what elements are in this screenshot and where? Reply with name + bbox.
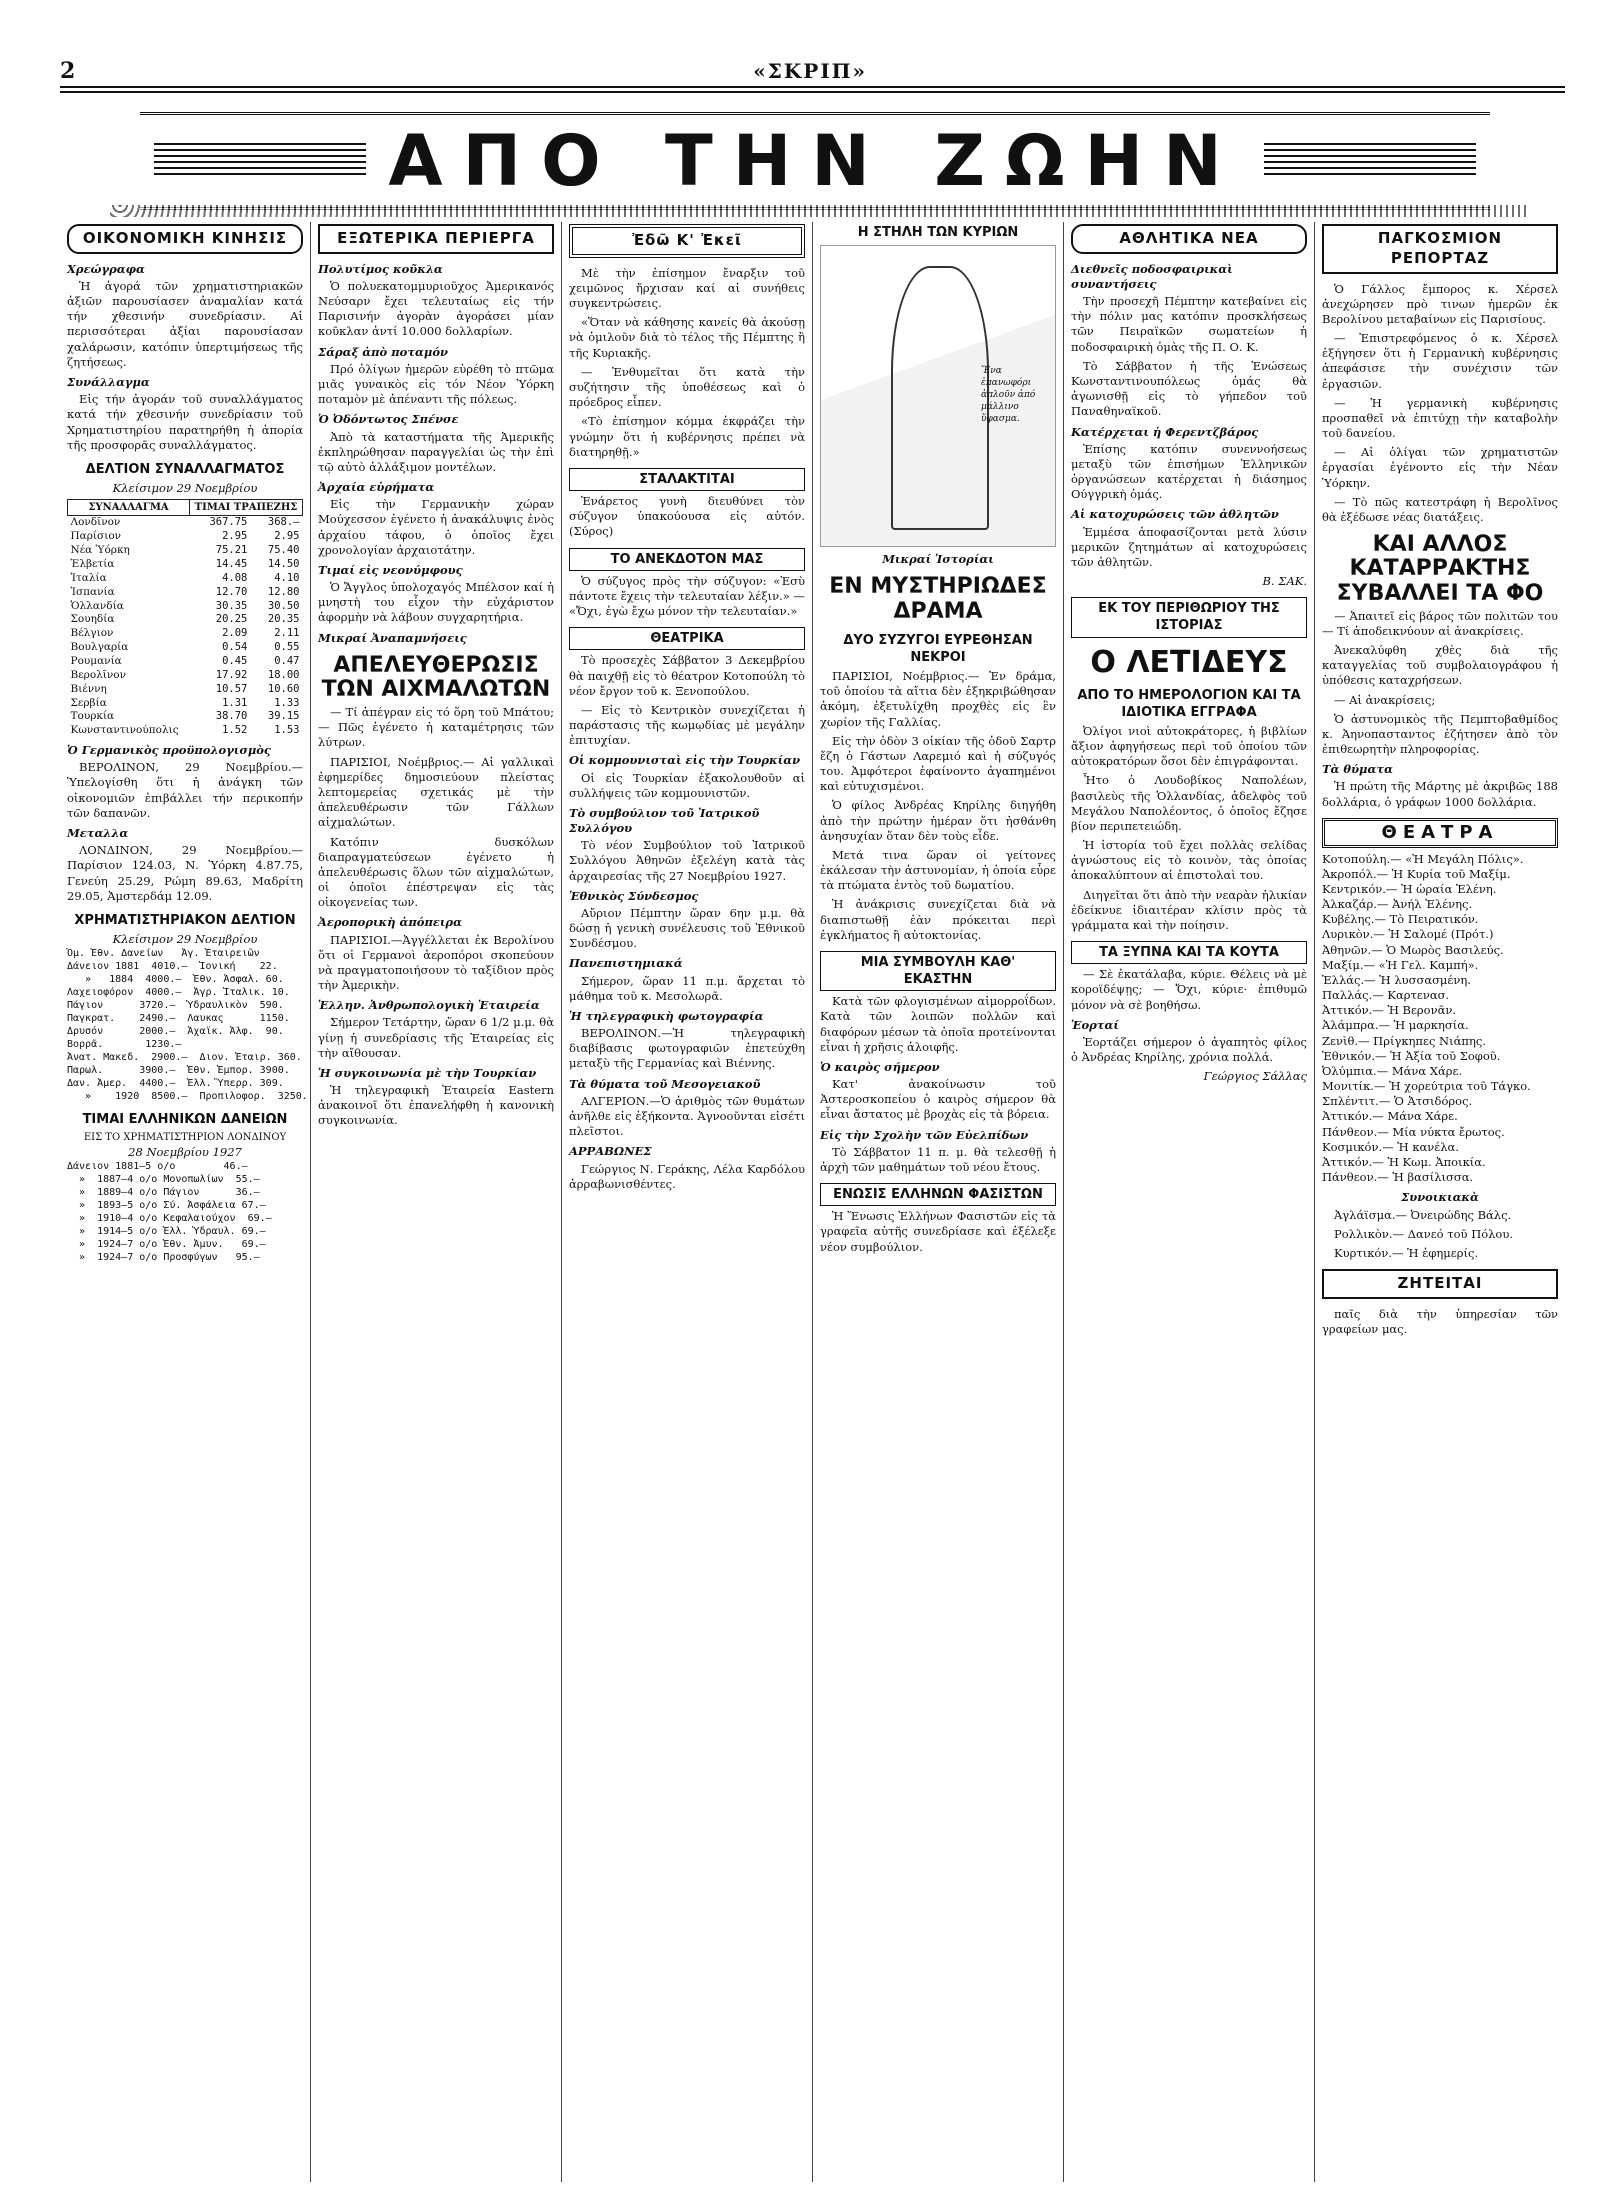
table-row: [68, 697, 303, 711]
section-label: ΜΙΑ ΣΥΜΒΟΥΛΗ ΚΑΘ' ΕΚΑΣΤΗΝ: [820, 951, 1056, 991]
article-subhead: Εἰς τὴν Σχολὴν τῶν Εὐελπίδων: [820, 1127, 1029, 1142]
article-paragraph: ΒΕΡΟΛΙΝΟΝ.—Ἡ τηλεγραφικὴ διαβίβασις φωτογραφιῶν ἐπετεύχθη μεταξὺ τῆς Γερμανίας καὶ Βιέννης.: [569, 1026, 805, 1071]
exchange-subhead: Συνάλλαγμα: [67, 375, 150, 389]
currency-cell: Τουρκία: [70, 710, 115, 723]
article-paragraph: — Τὸ πῶς κατεστράφη ἡ Βερολῖνος θὰ ἐξέδωσε νέας διατάξεις.: [1322, 494, 1558, 524]
currency-cell: Ρουμανία: [70, 654, 122, 667]
securities-subhead: Χρεώγραφα: [67, 261, 145, 276]
masthead: «ΣΚΡΙΠ»: [753, 59, 868, 83]
article-paragraph: Πρό ὀλίγων ἡμερῶν εὑρέθη τὸ πτῶμα μιᾶς γυναικὸς εἰς τόν Νέον Ὑόρκη ποταμὸν μὲ ἀπέναντι τῆς πόλεως.: [318, 361, 554, 407]
table-row: [68, 710, 303, 724]
table-header: ΤΙΜΑΙ ΤΡΑΠΕΖΗΣ: [190, 500, 303, 516]
foreign-column: [311, 222, 562, 2182]
article-paragraph: Τὴν προσεχῆ Πέμπτην κατεβαίνει εἰς τὴν πόλιν μας κατόπιν προσκλήσεως τῶν Πειραϊκῶν σωματείων ἡ ποδοσφαιρικὴ ὁμὰς τῆς Π. Ο. Κ.: [1071, 294, 1307, 354]
article-paragraph: — Ἐπιστρεφόμενος ὁ κ. Χέρσελ ἐξήγησεν ὅτι ἡ Γερμανικὴ κυβέρνησις ἀπεφάσισε τὴν συνέχισιν τῶν ἐργασιῶν.: [1322, 331, 1558, 391]
article-paragraph: Εἰς τὴν Γερμανικὴν χώραν Μούχεσσον ἐγένετο ἡ ἀνακάλυψις ἐνὸς ἀρχαίου τάφου, ὁ ὁποῖος ἔχει χρονολογίαν ἀρχαιοτάτην.: [318, 497, 554, 557]
loans-table-date: 28 Νοεμβρίου 1927: [128, 1144, 242, 1159]
article-paragraph: ΠΑΡΙΣΙΟΙ, Νοέμβριος.— Ἐν δράμα, τοῦ ὁποίου τὰ αἴτια δὲν ἐξηκριβώθησαν ἀκόμη, ἐξετυλίχθη προχθὲς εἰς ἓν χωρίον τῆς Γαλλίας.: [820, 669, 1056, 729]
rate-cell: 4.08: [222, 571, 248, 584]
loans-listing: Δάνειον 1881—5 ο/ο 46.— » 1887—4 ο/ο Μονοπωλίων 55.— » 1889—4 ο/ο Πάγιον 36.— » 1893—5 ο/ο Σύ. Ἀσφάλεια 67.— » 1910—4 ο/ο Κεφαλαιούχον 69.— » 1914—5 ο/ο Ἐλλ. Ὑδραυλ. 69.— » 1924—7 ο/ο Ἐθν. Ἀμυν. 69.— » 1924—7 ο/ο Προσφύγων 95.—: [67, 1160, 272, 1263]
table-row: [68, 641, 303, 655]
theatre-listing: Σπλέντιτ.— Ὁ Ἀτσιδόρος.: [1322, 1094, 1473, 1109]
header-rule: [60, 86, 1565, 88]
article-paragraph: Κατ' ἀνακοίνωσιν τοῦ Ἀστεροσκοπείου ὁ καιρὸς σήμερον θὰ εἶναι ἄστατος μὲ βροχὰς εἰς τὰ βόρεια.: [820, 1077, 1056, 1122]
currency-cell: Ὁλλανδία: [70, 599, 124, 612]
rate-cell: 367.75: [209, 516, 248, 529]
article-paragraph: ΠΑΡΙΣΙΟΙ.—Ἀγγέλλεται ἐκ Βερολίνου ὅτι οἱ Γερμανοὶ ἀεροπόροι σκοπεύουν νὰ πραγματοποιήσουν τὸ ταξίδιον πρὸς τὴν Ἀμερικὴν.: [318, 932, 554, 993]
section-label: ΤΟ ΑΝΕΚΔΟΤΟΝ ΜΑΣ: [569, 548, 805, 571]
rate-cell: 2.95: [274, 530, 300, 543]
currency-cell: Ἰταλία: [70, 571, 107, 584]
theatre-listing: Κεντρικόν.— Ἡ ὡραία Ἑλένη.: [1322, 881, 1497, 896]
story-column: [813, 222, 1064, 2182]
article-subhead: Τὰ θύματα: [1322, 762, 1393, 777]
rate-cell: 17.92: [215, 668, 248, 681]
budget-subhead: Ὁ Γερμανικὸς προϋπολογισμὸς: [67, 743, 271, 758]
wanted-text: παῖς διὰ τὴν ὑπηρεσίαν τῶν γραφείων μας.: [1322, 1306, 1558, 1336]
theatre-listing: Λυρικὸν.— Ἡ Σαλομέ (Πρότ.): [1322, 927, 1494, 942]
author-signature: Β. ΣΑΚ.: [1262, 574, 1307, 589]
rate-cell: 20.35: [267, 613, 300, 626]
article-subhead: Πανεπιστημιακά: [569, 956, 683, 971]
article-paragraph: — Αἱ ἀνακρίσεις;: [1334, 692, 1436, 707]
article-paragraph: Εἰς τήν ἀγοράν τοῦ συναλλάγματος κατά τήν χθεσινήν συνεδρίασιν τοῦ Χρηματιστηρίου παρατηρήθη ἡ ἀπορία τῆς προσφορᾶς συναλλάγματος.: [67, 392, 303, 452]
world-column: [1315, 222, 1565, 2182]
rate-cell: 4.10: [274, 571, 300, 584]
theatre-listing: Μονιτίκ.— Ἡ χορεύτρια τοῦ Τάγκο.: [1322, 1079, 1531, 1094]
rate-cell: 12.70: [215, 585, 248, 598]
section-label: ΘΕΑΤΡΙΚΑ: [569, 627, 805, 650]
banner-title: ΑΠΟ ΤΗΝ ΖΩΗΝ: [366, 120, 1263, 202]
article-paragraph: Ἡ τηλεγραφικὴ Ἑταιρεία Eastern ἀνακοινοῖ ὅτι ἐπανελήφθη ἡ κανονικὴ συγκοινωνία.: [318, 1083, 554, 1128]
rate-cell: 2.95: [222, 530, 248, 543]
article-subhead: Ἡ συγκοινωνία μὲ τὴν Τουρκίαν: [318, 1065, 537, 1080]
article-subhead: Τὰ θύματα τοῦ Μεσογειακοῦ: [569, 1076, 761, 1091]
wanted-heading: ΖΗΤΕΙΤΑΙ: [1322, 1269, 1558, 1299]
table-row: [68, 613, 303, 627]
athletics-column: [1064, 222, 1315, 2182]
theatres-heading: ΘΕΑΤΡΑ: [1322, 818, 1558, 848]
rate-cell: 20.25: [215, 613, 248, 626]
article-paragraph: Ἡ Ἕνωσις Ἑλλήνων Φασιστῶν εἰς τὰ γραφεῖα αὐτῆς συνεδρίασε καὶ ἐξέλεξε νέον συμβούλιον.: [820, 1209, 1056, 1254]
story-headline: ΕΝ ΜΥΣΤΗΡΙΩΔΕΣ ΔΡΑΜΑ: [829, 574, 1047, 624]
table-row: [68, 669, 303, 683]
currency-cell: Βουλγαρία: [70, 641, 129, 654]
article-paragraph: Σήμερον, ὥραν 11 π.μ. ἄρχεται τὸ μάθημα τοῦ κ. Μεσολωρᾶ.: [569, 973, 805, 1003]
rate-cell: 1.52: [222, 724, 248, 737]
story-subheadline: ΔΥΟ ΣΥΖΥΓΟΙ ΕΥΡΕΘΗΣΑΝ ΝΕΚΡΟΙ: [843, 632, 1033, 665]
table-row: [68, 724, 303, 738]
theatre-listing: Ἐθνικόν.— Ἡ Ἀξία τοῦ Σοφοῦ.: [1322, 1048, 1501, 1063]
stock-table-date: Κλείσιμον 29 Νοεμβρίου: [112, 932, 258, 946]
table-row: [68, 627, 303, 641]
article-paragraph: «Ὅταν νὰ κάθησης κανείς θὰ ἀκούσῃ νὰ ὁμιλοῦν διὰ τὸ τέλος τῆς Πέμπτης ἢ τῆς Κυριακῆς.: [569, 315, 805, 360]
article-paragraph: Σήμερον Τετάρτην, ὥραν 6 1/2 μ.μ. θὰ γίνῃ ἡ συνεδρίασις τῆς Ἑταιρείας εἰς τὴν αἴθουσαν.: [318, 1015, 554, 1060]
article-paragraph: Ὁ σύζυγος πρὸς τὴν σύζυγον: «Ἐσὺ πάντοτε ἔχεις τὴν τελευταίαν λέξιν.» — «Ὄχι, ἐγὼ ἔχω μόνον τὴν τελευταίαν.»: [569, 573, 805, 619]
rate-cell: 0.45: [222, 654, 248, 667]
header-rule-2: [60, 91, 1565, 93]
illustration-note: Ἕνα ἐπανωφόρι ἀπλοῦν ἀπό μάλλινο ὕφασμα.: [981, 366, 1036, 424]
article-paragraph: Ὁ Ἄγγλος ὑπολοχαγός Μπέλσον καί ἡ μνηστὴ του εἶχον τὴν εὐχάριστον ἀφορμὴν νὰ λάβουν συγχαρητήρια.: [318, 580, 554, 625]
article-paragraph: Εἰς τὴν ὁδὸν 3 οἰκίαν τῆς ὁδοῦ Σαρτρ ἔζη ὁ Γάστων Λαρεμιό καὶ ἡ σύζυγός του. Ἀμφότεροι ἐφαίνοντο ἀγαπημένοι καὶ εὐτυχισμένοι.: [820, 733, 1056, 794]
section-banner: [140, 112, 1490, 210]
article-subhead: Σάραξ ἀπὸ ποταμόν: [318, 344, 448, 359]
article-paragraph: Οἱ εἰς Τουρκίαν ἐξακολουθοῦν αἱ συλλήψεις τῶν κομμουνιστῶν.: [569, 770, 805, 800]
table-row: [68, 544, 303, 558]
rate-cell: 10.60: [267, 682, 300, 695]
world-heading: ΠΑΓΚΟΣΜΙΟΝ ΡΕΠΟΡΤΑΖ: [1322, 224, 1558, 274]
article-paragraph: Τὸ Σάββατον 11 π. μ. θὰ τελεσθῇ ἡ ἀρχὴ τῶν μαθημάτων τοῦ νέου ἔτους.: [820, 1144, 1056, 1174]
history-subheadline: ΑΠΟ ΤΟ ΗΜΕΡΟΛΟΓΙΟΝ ΚΑΙ ΤΑ ΙΔΙΟΤΙΚΑ ΕΓΓΡΑΦΑ: [1077, 687, 1301, 720]
rate-cell: 0.47: [274, 654, 300, 667]
article-paragraph: Μὲ τὴν ἐπίσημον ἔναρξιν τοῦ χειμῶνος ἤρχισαν καί αἱ συνήθεις συγκεντρώσεις.: [569, 265, 805, 311]
theatre-listing: Κυβέλης.— Τὸ Πειρατικόν.: [1322, 912, 1479, 927]
article-paragraph: Ρολλικὸν.— Δανεό τοῦ Πόλου.: [1334, 1226, 1514, 1241]
page-number: 2: [60, 58, 76, 84]
article-subhead: Μικραί Ἀναπαμνήσεις: [318, 630, 467, 645]
article-paragraph: Ὁ πολυεκατομμυριοῦχος Ἀμερικανός Νεύσαρν ἔχει τελευταίως εἰς τήν Παρισινήν ἀγορὰν ἀγοράσει μίαν κοῦκλαν ἀντί 10.000 δολλαρίων.: [318, 278, 554, 339]
article-paragraph: Ὁ Γάλλος ἔμπορος κ. Χέρσελ ἀνεχώρησεν πρὸ τινων ἡμερῶν ἐκ Βερολίνου μεταβαίνων εἰς Παρισίους.: [1322, 281, 1558, 326]
theatre-listing: Ἀλκαζάρ.— Ἀνήλ Ἑλένης.: [1322, 897, 1473, 912]
rate-cell: 1.31: [222, 696, 248, 709]
article-paragraph: Ἐπίσης κατόπιν συνεννοήσεως μεταξὺ τῶν ἐπισήμων Ἑλληνικῶν ὀργανώσεων κατέρχεται ἡ διάσημος Ούγγρικὴ ὁμάς.: [1071, 441, 1307, 502]
article-paragraph: Ἡ ἀνάκρισις συνεχίζεται διὰ νὰ διαπιστωθῇ ἐὰν πρόκειται περὶ ἐγκλήματος ἢ αὐτοκτονίας.: [820, 897, 1056, 942]
table-row: [68, 683, 303, 697]
currency-cell: Βέλγιον: [70, 627, 114, 640]
article-subhead: Οἱ κομμουνισταὶ εἰς τὴν Τουρκίαν: [569, 753, 801, 768]
here-heading: Ἐδῶ Κ' Ἐκεῖ: [569, 224, 805, 258]
stock-table-title: ΧΡΗΜΑΤΙΣΤΗΡΙΑΚΟΝ ΔΕΛΤΙΟΝ: [74, 912, 296, 928]
theatre-listing: Ἀττικόν.— Μάνα Χάρε.: [1322, 1109, 1458, 1124]
theatre-listing: Ἀθηνῶν.— Ὁ Μωρὸς Βασιλεύς.: [1322, 942, 1504, 957]
section-label: ΣΤΑΛΑΚΤΙΤΑΙ: [569, 468, 805, 491]
economy-column: [60, 222, 311, 2182]
article-paragraph: Ἀπὸ τὰ καταστήματα τῆς Ἀμερικῆς ἐκπληρώθησαν παραγγελίαι ὡς τὴν ἐπὶ τῷ αὐτὸ ἀλλάξιμον μοντέλων.: [318, 429, 554, 474]
coat-drawing: [891, 266, 989, 530]
rates-table-date: Κλείσιμον 29 Νοεμβρίου: [112, 481, 258, 496]
table-row: [68, 558, 303, 572]
article-paragraph: Ἐνάρετος γυνὴ διευθύνει τὸν σύζυγον ὑπακούουσα εἰς αὐτόν. (Σύρος): [569, 494, 805, 539]
article-subhead: Αἱ κατοχυρώσεις τῶν ἀθλητῶν: [1071, 507, 1279, 522]
article-paragraph: — Τί ἀπέγραν εἰς τό ὅρη τοῦ Μπάτου; — Πῶς ἐγένετο ἡ καταμέτρησις τῶν λύτρων.: [318, 705, 554, 750]
theatre-listing: Ζενὶθ.— Πρίγκηπες Νιάπης.: [1322, 1033, 1486, 1048]
article-subhead: Ἡ τηλεγραφικὴ φωτογραφία: [569, 1008, 764, 1023]
article-paragraph: — Ἀπαιτεῖ εἰς βάρος τῶν πολιτῶν του — Τί ἀποδεικνύουν αἱ ἀνακρίσεις.: [1322, 608, 1558, 638]
article-paragraph: ΑΛΓΕΡΙΟΝ.—Ὁ ἀριθμὸς τῶν θυμάτων ἀνῆλθε εἰς ἑξήκοντα. Ἀγνοοῦνται εἰσέτι πλεῖστοι.: [569, 1093, 805, 1139]
article-subhead: Ἑλλην. Ἀνθρωπολογικὴ Ἑταιρεία: [318, 998, 540, 1013]
theatre-listing: Ἀττικόν.— Ἡ Βερονᾶν.: [1322, 1003, 1457, 1018]
section-label: ΤΑ ΞΥΠΝΑ ΚΑΙ ΤΑ ΚΟΥΤΑ: [1071, 941, 1307, 964]
currency-cell: Ἰσπανία: [70, 585, 115, 598]
metals-subhead: Μεταλλα: [67, 825, 129, 840]
rate-cell: 75.21: [215, 544, 248, 557]
article-subhead: Ὁ καιρὸς σήμερον: [820, 1059, 940, 1074]
article-paragraph: Ἐμμέσα ἀποφασίζονται μετὰ λύσιν μερικῶν ζητημάτων αἱ κατοχυρώσεις τῶν ἀθλητῶν.: [1071, 524, 1307, 569]
rate-cell: 18.00: [267, 668, 300, 681]
currency-cell: Παρίσιον: [70, 530, 122, 543]
theatre-listing: Ἑλλάς.— Ἡ λυσσασμένη.: [1322, 972, 1471, 987]
rate-cell: 30.35: [215, 599, 248, 612]
article-paragraph: ΛΟΝΔΙΝΟΝ, 29 Νοεμβρίου.—Παρίσιον 124.03, Ν. Ὑόρκη 4.87.75, Γενεύη 25.29, Ρώμη 89.63, Μαδρίτη 29.05, Ἀμστερδάμ 12.09.: [67, 843, 303, 903]
article-headline: ΑΠΕΛΕΥΘΕΡΩΣΙΣ ΤΩΝ ΑΙΧΜΑΛΩΤΩΝ: [321, 652, 551, 702]
theatre-listing: Ἀκροπόλ.— Ἡ Κυρία τοῦ Μαξίμ.: [1322, 866, 1511, 881]
article-subhead: Τιμαί εἰς νεονύμφους: [318, 562, 463, 577]
article-paragraph: Ἡ πρώτη τῆς Μάρτης μὲ ἀκριβῶς 188 δολλάρια, ὁ γράφων 1000 δολλάρια.: [1322, 779, 1558, 809]
article-paragraph: Τὸ Σάββατον ἡ τῆς Ἑνώσεως Κωνσταντινουπόλεως ὁμάς θὰ ἀγωνισθῇ εἰς τὸ γήπεδον τοῦ Παναθηναϊκοῦ.: [1071, 358, 1307, 419]
rate-cell: 1.53: [274, 724, 300, 737]
rate-cell: 38.70: [215, 710, 248, 723]
rate-cell: 368.—: [267, 516, 300, 529]
currency-cell: Σερβία: [70, 696, 107, 709]
theatre-listing: Πάνθεον.— Ἡ βασίλισσα.: [1322, 1170, 1474, 1185]
currency-cell: Βερολῖνον: [70, 668, 127, 681]
article-paragraph: Κατόπιν δυσκόλων διαπραγματεύσεων ἐγένετο ἡ ἀπελευθέρωσις ὅλων τῶν αἰχμαλώτων, οἱ ὁποῖοι ἐπέστρεψαν εἰς τὰς οἰκογενείας των.: [318, 834, 554, 910]
table-row: [68, 572, 303, 586]
article-paragraph: ΠΑΡΙΣΙΟΙ, Νοέμβριος.— Αἱ γαλλικαὶ ἐφημερίδες δημοσιεύουν πλείστας λεπτομερείας σχετικάς μὲ τὴν ἀπελευθέρωσιν τῶν Γάλλων αἰχμαλώτων.: [318, 754, 554, 830]
table-row: [68, 586, 303, 600]
article-subhead: Ὁ Ὀδόντωτος Σπένσε: [318, 412, 459, 427]
article-subhead: Ἐθνικὸς Σύνδεσμος: [569, 888, 699, 903]
exchange-rates-table: [67, 499, 303, 738]
article-paragraph: Κυρτικόν.— Ἡ ἐφημερίς.: [1334, 1245, 1479, 1260]
article-paragraph: Ἡ ἱστορία τοῦ ἔχει πολλὰς σελίδας ἀγνώστους εἰς τὸ κοινὸν, τὰς ὁποίας ἀποκαλύπτουν αἱ ἐπιστολαὶ του.: [1071, 838, 1307, 883]
ladies-column-title: Η ΣΤΗΛΗ ΤΩΝ ΚΥΡΙΩΝ: [857, 225, 1019, 240]
article-paragraph: Τὸ νέον Συμβούλιον τοῦ Ἰατρικοῦ Συλλόγου Ἀθηνῶν ἐξελέγη κατὰ τὰς ἀρχαιρεσίας τῆς 27 Νοεμβρίου 1927.: [569, 838, 805, 883]
article-subhead: Τὸ συμβούλιον τοῦ Ἰατρικοῦ Συλλόγου: [569, 805, 760, 836]
article-subhead: Διεθνεῖς ποδοσφαιρικαὶ συναντήσεις: [1071, 261, 1233, 291]
stock-listing: Ὁμ. Ἐθν. Δανείων Ἀγ. Ἑταιρειῶν Δάνειον 1881 4010.— Ἰονική 22. » 1884 4000.— Ἐθν. Ἀσφαλ. 60. Λαχειοφόρον 4000.— Ἀγρ. Ἰταλικ. 10. Πάγιον 3720.— Ὑδραυλικὸν 590. Παγκρατ. 2490.— Λαυκας 1150. Δρυσόν 2000.— Ἀχαϊκ. Ἀλφ. 90. Βορρᾶ. 1230.— Ἀνατ. Μακεδ. 2900.— Διον. Ἑταιρ. 360. Παρωλ. 3900.— Ἐθν. Ἐμπορ. 3900. Δαν. Ἀμερ. 4400.— Ἑλλ. Ὕπερρ. 309. » 1920 8500.— Προπιλοφορ. 3250.: [67, 948, 308, 1103]
section-label: ΕΝΩΣΙΣ ΕΛΛΗΝΩΝ ΦΑΣΙΣΤΩΝ: [820, 1183, 1056, 1206]
article-paragraph: Αὔριον Πέμπτην ὥραν 6ην μ.μ. θὰ δώσῃ ἡ γενικὴ συνέλευσις τοῦ Ἐθνικοῦ Συνδέσμου.: [569, 905, 805, 951]
theatre-listing: Κοτοπούλη.— «Ἡ Μεγάλη Πόλις».: [1322, 851, 1524, 866]
article-paragraph: — Ἐνθυμεῖται ὅτι κατὰ τὴν συζήτησιν τῆς ὑποθέσεως καὶ ὁ πρόεδρος εἶπεν.: [569, 364, 805, 410]
currency-cell: Σουηδία: [70, 613, 115, 626]
article-paragraph: ΒΕΡΟΛΙΝΟΝ, 29 Νοεμβρίου.— Ὑπελογίσθη ὅτι ἡ ἀνάγκη τῶν οἰκονομιῶν ἐπιβάλλει τήν περικοπήν τῶν δαπανῶν.: [67, 760, 303, 820]
article-subhead: Κατέρχεται ἡ Φερεντζβάρος: [1071, 424, 1259, 439]
article-paragraph: Τὸ προσεχὲς Σάββατον 3 Δεκεμβρίου θὰ παιχθῇ εἰς τὸ θέατρον Κοτοπούλη τὸ νέον ἔργον τοῦ κ. Ξενοπούλου.: [569, 653, 805, 698]
author-signature: Γεώργιος Σάλλας: [1203, 1069, 1307, 1084]
article-paragraph: Ὁ ἀστυνομικὸς τῆς Πεμπτοβαθμίδος κ. Ἀηνοπασταντος ἐζήτησεν ἀπὸ τὸν ἐπιθεωρητὴν πληροφορίας.: [1322, 711, 1558, 757]
article-subhead: Πολυτίμος κοῦκλα: [318, 261, 443, 276]
article-headline: ΚΑΙ ΑΛΛΟΣ ΚΑΤΑΡΡΑΚΤΗΣ ΣΥΒΑΛΛΕΙ ΤΑ ΦΟ: [1336, 532, 1544, 606]
rate-cell: 0.55: [274, 641, 300, 654]
article-subhead: Ἑορταί: [1071, 1017, 1119, 1032]
rate-cell: 0.54: [222, 641, 248, 654]
table-row: [68, 655, 303, 669]
rate-cell: 75.40: [267, 544, 300, 557]
theatre-listing: Ὀλύμπια.— Μάνα Χάρε.: [1322, 1063, 1463, 1078]
rate-cell: 2.11: [274, 627, 300, 640]
rate-cell: 30.50: [267, 599, 300, 612]
currency-cell: Ἑλβετία: [70, 557, 115, 570]
loans-table-sub: ΕΙΣ ΤΟ ΧΡΗΜΑΤΙΣΤΗΡΙΟΝ ΛΟΝΔΙΝΟΥ: [83, 1132, 287, 1144]
article-paragraph: Ἑορτάζει σήμερον ὁ ἀγαπητὸς φίλος ὁ Ἀνδρέας Κηρίλης, χρόνια πολλά.: [1071, 1034, 1307, 1065]
currency-cell: Νέα Ὑόρκη: [70, 544, 130, 557]
rate-cell: 10.57: [215, 682, 248, 695]
rate-cell: 14.50: [267, 557, 300, 570]
article-paragraph: «Τὸ ἐπίσημον κόμμα ἐκφράζει τὴν γνώμην ὅτι ἡ κυβέρνησις πρέπει νὰ διατηρηθῇ.»: [569, 414, 805, 459]
loans-table-title: ΤΙΜΑΙ ΕΛΛΗΝΙΚΩΝ ΔΑΝΕΙΩΝ: [82, 1112, 288, 1128]
table-row: [68, 530, 303, 544]
currency-cell: Λονδῖνον: [70, 516, 121, 529]
theatre-listing: Ἀλάμπρα.— Ἡ μαρκησία.: [1322, 1018, 1469, 1033]
here-and-there-column: [562, 222, 813, 2182]
article-paragraph: Ἀγλάϊσμα.— Ὀνειρώδης Βάλς.: [1334, 1207, 1512, 1222]
theatre-listing: Κοσμικόν.— Ἡ κανέλα.: [1322, 1139, 1459, 1154]
article-paragraph: Ὁ φίλος Ἀνδρέας Κηρίλης διηγήθη ἀπὸ τὴν πρώτην ἡμέραν ὅτι ἠσθάνθη ἀνησυχίαν ὅταν δὲν τοὺς εἶδε.: [820, 798, 1056, 843]
article-paragraph: Διηγεῖται ὅτι ἀπὸ τὴν νεαρὰν ἡλικίαν ἐδείκνυε ἰδιαιτέραν κλίσιν πρὸς τὰ γράμματα καὶ τὴν ποίησιν.: [1071, 887, 1307, 932]
article-subhead: Ἀρχαία εὑρήματα: [318, 480, 435, 495]
article-paragraph: Κατὰ τῶν φλογισμένων αἱμορροΐδων. Κατὰ τῶν λοιπῶν πολλῶν καὶ διαφόρων μέσων τὰ ὁποῖα προτείνονται εἶναι ἡ χρῆσις ἀλοιφῆς.: [820, 994, 1056, 1054]
article-subhead: Ἀεροπορικὴ ἀπόπειρα: [318, 915, 462, 930]
table-header: ΣΥΝΑΛΛΑΓΜΑ: [68, 500, 190, 516]
theatre-listing: Πάνθεον.— Μία νύκτα ἔρωτος.: [1322, 1124, 1505, 1139]
article-paragraph: Ἀνεκαλύφθη χθὲς διὰ τῆς καταγγελίας τοῦ συμβολαιογράφου ἡ ὑπόθεσις καταχρήσεων.: [1322, 643, 1558, 688]
rate-cell: 39.15: [267, 710, 300, 723]
theatres-list: [1322, 852, 1558, 1186]
article-paragraph: Ἦτο ὁ Λουδοβίκος Ναπολέων, βασιλεὺς τῆς Ὁλλανδίας, ἀδελφὸς τοῦ Μεγάλου Ναπολέοντος, ὁ ὁποῖος ἔζησε βίον περιπετειώδη.: [1071, 773, 1307, 833]
fashion-illustration: [820, 245, 1056, 547]
section-label: ΕΚ ΤΟΥ ΠΕΡΙΘΩΡΙΟΥ ΤΗΣ ΙΣΤΟΡΙΑΣ: [1071, 597, 1307, 637]
currency-cell: Κωνσταντινούπολις: [70, 724, 179, 737]
decorative-border: [110, 205, 1530, 217]
rate-cell: 14.45: [215, 557, 248, 570]
article-subhead: Μικραί Ἱστορίαι: [882, 552, 994, 567]
theatre-listing: Μαξίμ.— «Ἡ Γελ. Καμπή».: [1322, 957, 1479, 972]
article-subhead: ΑΡΡΑΒΩΝΕΣ: [569, 1144, 652, 1159]
athletics-heading: ΑΘΛΗΤΙΚΑ ΝΕΑ: [1071, 224, 1307, 254]
article-paragraph: Ὀλίγοι νιοὶ αὐτοκράτορες, ἡ βιβλίων ἄξιον ἀφηγήσεως περὶ τοῦ ὁποίου τῶν αὐτοκρατόρων ὅσοι δὲν ἐπιγράφονται.: [1071, 723, 1307, 769]
economy-heading: ΟΙΚΟΝΟΜΙΚΗ ΚΙΝΗΣΙΣ: [67, 224, 303, 254]
theatre-listing: Ἀττικόν.— Ἡ Κωμ. Ἀποικία.: [1322, 1154, 1486, 1169]
article-paragraph: Ἡ ἀγορά τῶν χρηματιστηριακῶν ἀξιῶν παρουσίασεν ἀναμαλίαν κατά τήν χθεσινήν συνεδρίασιν. Αἱ περισσότεραι ἀξίαι παρουσίασαν χαλάρωσιν, κατόπιν ὑπερτιμήσεως τῆς ζητήσεως.: [67, 278, 303, 369]
article-paragraph: — Σὲ ἐκατάλαβα, κύριε. Θέλεις νὰ μὲ κοροϊδέψῃς; — Ὄχι, κύριε· ἐπιθυμῶ μόνον νὰ σὲ βοηθήσω.: [1071, 967, 1307, 1012]
rate-cell: 2.09: [222, 627, 248, 640]
history-headline: Ο ΛΕΤΙΔΕΥΣ: [1090, 644, 1288, 680]
theatre-listing: Παλλάς.— Καρτενασ.: [1322, 988, 1450, 1003]
foreign-heading: ΕΞΩΤΕΡΙΚΑ ΠΕΡΙΕΡΓΑ: [318, 224, 554, 254]
article-subhead: Συνοικιακὰ: [1401, 1190, 1479, 1205]
article-paragraph: — Αἱ ὀλίγαι τῶν χρηματιστῶν ἐργασίαι ἐγένοντο εἰς τὴν Νέαν Ὑόρκην.: [1322, 445, 1558, 490]
rate-cell: 1.33: [274, 696, 300, 709]
rates-table-title: ΔΕΛΤΙΟΝ ΣΥΝΑΛΛΑΓΜΑΤΟΣ: [85, 461, 285, 477]
article-paragraph: Γεώργιος Ν. Γεράκης, Λέλα Καρδόλου ἀρραβωνισθέντες.: [569, 1161, 805, 1191]
article-paragraph: Μετά τινα ὥραν οἱ γείτονες ἐκάλεσαν τὴν ἀστυνομίαν, ἡ ὁποία εὗρε τὰ πτώματα ἐντὸς τοῦ δωματίου.: [820, 847, 1056, 893]
article-paragraph: — Ἡ γερμανικὴ κυβέρνησις προσπαθεῖ νὰ ἐπιτύχῃ τὴν καταβολὴν τοῦ δανείου.: [1322, 395, 1558, 441]
rate-cell: 12.80: [267, 585, 300, 598]
table-row: [68, 516, 303, 530]
table-row: [68, 600, 303, 614]
article-paragraph: — Εἰς τὸ Κεντρικὸν συνεχίζεται ἡ παράστασις τῆς κωμῳδίας μὲ μεγάλην ἐπιτυχίαν.: [569, 702, 805, 748]
currency-cell: Βιέννη: [70, 682, 107, 695]
